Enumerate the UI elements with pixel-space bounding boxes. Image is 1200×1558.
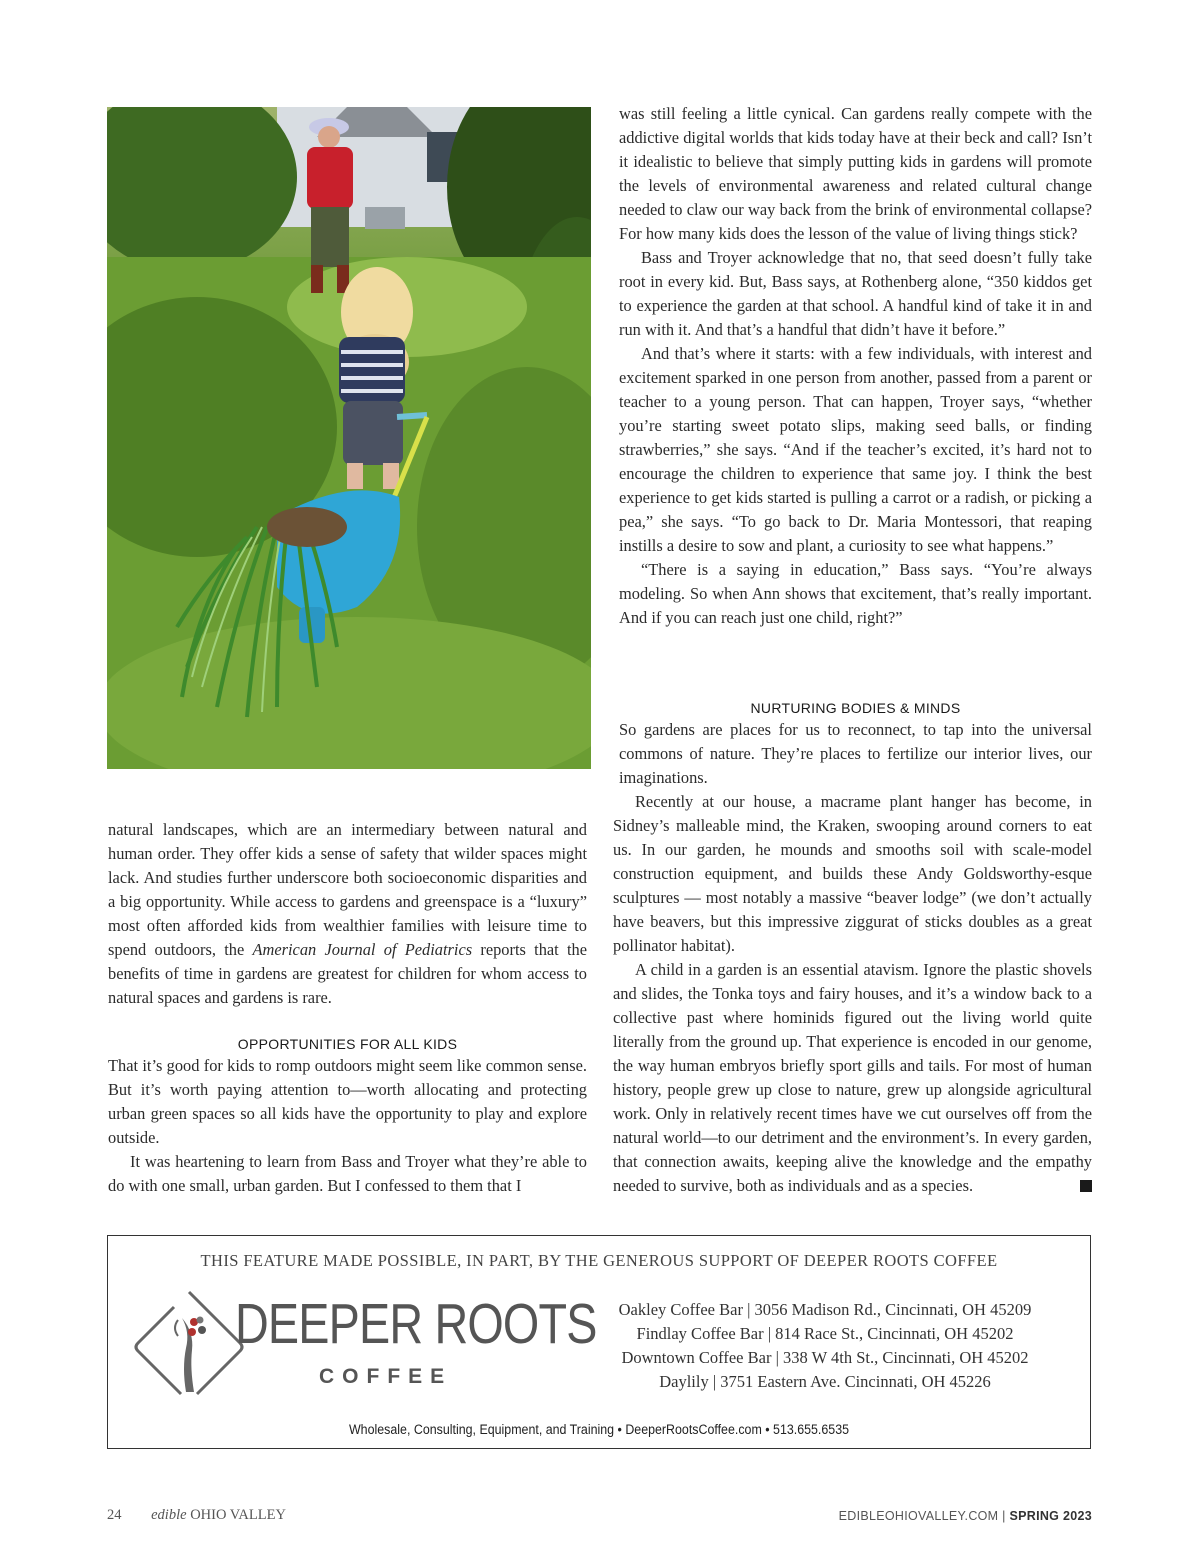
deeper-roots-logo [134, 1288, 597, 1406]
logo-wordmark: DEEPER ROOTS [235, 1292, 597, 1356]
journal-title: American Journal of Pediatrics [252, 940, 473, 959]
footer-separator: | [998, 1509, 1010, 1523]
sponsor-box [107, 1235, 1091, 1449]
article-column-left-bottom [108, 818, 587, 1198]
location-item: Oakley Coffee Bar | 3056 Madison Rd., Cincinnati, OH 45209 [618, 1300, 1032, 1319]
paragraph: was still feeling a little cynical. Can gardens really compete with the addictive digital worlds that kids today have at their beck and call? Isn’t it idealistic to believe that simply putting kids in gardens will promote the levels of environmental awareness and related cultural change needed to claw our way back from the brink of environmental collapse? For how many kids does the lesson of the value of living things stick? [619, 104, 1092, 243]
paragraph: So gardens are places for us to reconnect, to tap into the universal commons of nature. They’re places to fertilize our interior lives, our imaginations. [619, 720, 1092, 787]
section-heading-nurturing: NURTURING BODIES & MINDS [750, 700, 961, 716]
garden-photo-child-wheelbarrow-icon [107, 107, 591, 769]
page-number: 24 [107, 1507, 122, 1523]
sponsor-footer: Wholesale, Consulting, Equipment, and Training • DeeperRootsCoffee.com • 513.655.6535 [348, 1422, 850, 1437]
paragraph [613, 958, 1092, 1198]
site-url: EDIBLEOHIOVALLEY.COM [838, 1509, 999, 1523]
location-item: Findlay Coffee Bar | 814 Race St., Cincinnati, OH 45202 [636, 1324, 1014, 1343]
article-column-right-bottom [613, 698, 1092, 1198]
location-item: Daylily | 3751 Eastern Ave. Cincinnati, OH 45226 [659, 1372, 991, 1391]
magazine-name: OHIO VALLEY [186, 1507, 286, 1523]
logo-subtitle: COFFEE [319, 1365, 453, 1388]
end-mark-icon [1080, 1180, 1092, 1192]
page-footer-left [107, 1507, 286, 1524]
paragraph: Recently at our house, a macrame plant hanger has become, in Sidney’s malleable mind, the Kraken, swooping around corners to eat us. In our garden, he mounds and smooths soil with scale-model construction equipment, and builds these Andy Goldsworthy-esque sculptures — most notably a massive “beaver lodge” (we don’t actually have beavers, but this impressive ziggurat of sticks doubles as a great pollinator habitat). [613, 792, 1092, 955]
paragraph: “There is a saying in education,” Bass says. “You’re always modeling. So when Ann shows that excitement, that’s really important. And if you can reach just one child, right?” [619, 560, 1092, 627]
magazine-name-italic: edible [151, 1507, 187, 1523]
coffee-tree-diamond-icon [134, 1288, 244, 1406]
issue-label: SPRING 2023 [1009, 1509, 1092, 1523]
location-item: Downtown Coffee Bar | 338 W 4th St., Cincinnati, OH 45202 [621, 1348, 1029, 1367]
paragraph-text: reports that the benefits of time in gardens are greatest for children for whom access to natural spaces and gardens is rare. [108, 940, 587, 1007]
paragraph: It was heartening to learn from Bass and Troyer what they’re able to do with one small, urban garden. But I confessed to them that I [108, 1152, 587, 1195]
article-column-right-top [619, 102, 1092, 630]
section-heading-opportunities: OPPORTUNITIES FOR ALL KIDS [237, 1036, 458, 1052]
location-list [578, 1298, 1072, 1394]
sponsor-heading: THIS FEATURE MADE POSSIBLE, IN PART, BY THE GENEROUS SUPPORT OF DEEPER ROOTS COFFEE [200, 1251, 998, 1270]
paragraph [108, 818, 587, 1010]
garden-photo [107, 107, 591, 769]
page-footer-right [839, 1509, 1092, 1523]
paragraph: That it’s good for kids to romp outdoors might seem like common sense. But it’s worth paying attention to—worth allocating and protecting urban green spaces so all kids have the opportunity to play and explore outside. [108, 1056, 587, 1147]
paragraph: Bass and Troyer acknowledge that no, that seed doesn’t fully take root in every kid. But, Bass says, at Rothenberg alone, “350 kiddos get to experience the garden at that school. A handful kind of take it in and run with it. And that’s a handful that didn’t have it before.” [619, 248, 1092, 339]
paragraph-text: natural landscapes, which are an intermediary between natural and human order. They offer kids a sense of safety that wilder spaces might lack. And studies further underscore both socioeconomic disparities and a big opportunity. While access to gardens and greenspace is a “luxury” most often afforded kids from wealthier families with leisure time to spend outdoors, the [108, 820, 587, 959]
paragraph-text: A child in a garden is an essential atavism. Ignore the plastic shovels and slides, the Tonka toys and fairy houses, and it’s a window back to a collective past where hominids figured out the living world quite literally from the ground up. That experience is encoded in our genome, the way human embryos briefly sport gills and tails. For most of human history, people grew up close to nature, grew up alongside agricultural work. Only in relatively recent times have we cut ourselves off from the natural world—to our detriment and the environment’s. In every garden, that connection awaits, keeping alive the knowledge and the empathy needed to survive, both as individuals and as a species. [613, 960, 1092, 1195]
paragraph: And that’s where it starts: with a few individuals, with interest and excitement sparked in one person from another, passed from a parent or teacher to a young person. That can happen, Troyer says, “whether you’re starting sweet potato slips, making seed balls, or finding strawberries,” she says. “And if the teacher’s excited, it’s hard not to encourage the children to experience that same joy. I think the best experience to get kids started is pulling a carrot or a radish, or picking a pea,” she says. “To go back to Dr. Maria Montessori, that reaping instills a desire to sow and plant, a curiosity to see what happens.” [619, 344, 1092, 555]
